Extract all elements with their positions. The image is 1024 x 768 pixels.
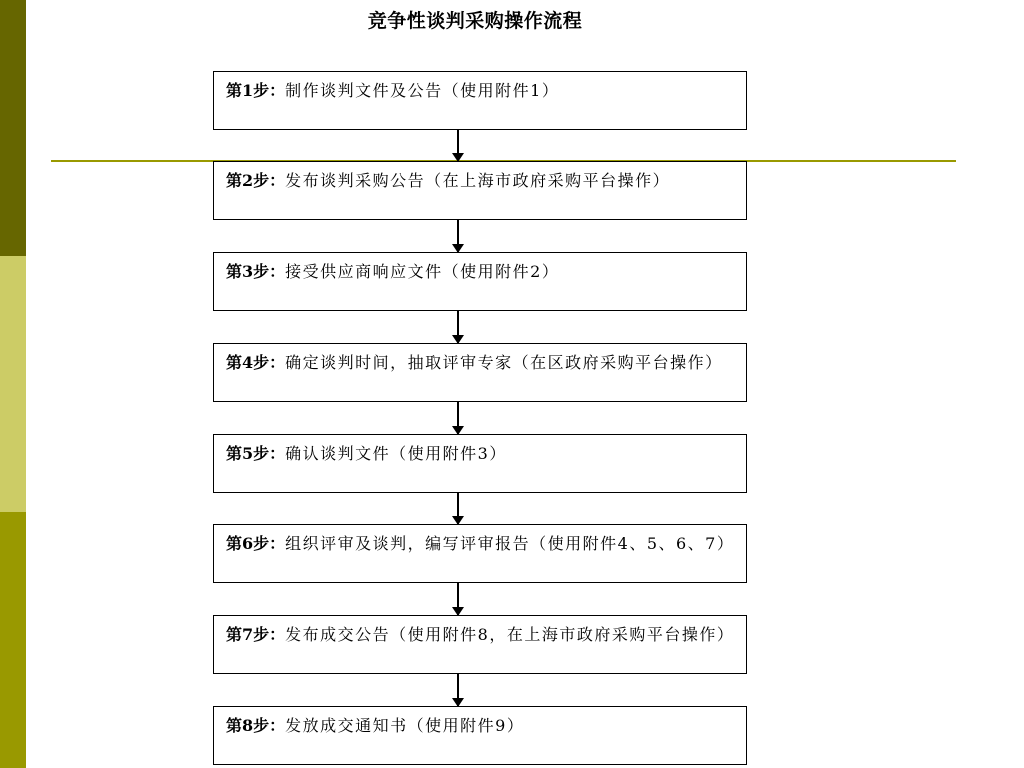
step-label: 第4步：: [226, 353, 286, 372]
flow-step-6: [213, 524, 747, 583]
step-text: 制作谈判文件及公告（使用附件1）: [285, 81, 560, 100]
step-label: 第2步：: [226, 171, 286, 190]
step-label: 第8步：: [226, 716, 286, 735]
arrow-down-6: [457, 583, 459, 615]
flow-step-4: [213, 343, 747, 402]
step-text: 发布成交公告（使用附件8，在上海市政府采购平台操作）: [285, 625, 735, 644]
sidebar-band-top: [0, 0, 26, 256]
step-text: 确定谈判时间，抽取评审专家（在区政府采购平台操作）: [285, 353, 723, 372]
flow-step-5: [213, 434, 747, 493]
step-label: 第3步：: [226, 262, 286, 281]
arrow-down-3: [457, 311, 459, 343]
step-label: 第1步：: [226, 81, 286, 100]
step-label: 第7步：: [226, 625, 286, 644]
arrow-down-4: [457, 402, 459, 434]
arrow-down-7: [457, 674, 459, 706]
flow-step-1: [213, 71, 747, 130]
step-label: 第6步：: [226, 534, 286, 553]
flow-step-3: [213, 252, 747, 311]
flow-step-7: [213, 615, 747, 674]
flow-step-2: [213, 161, 747, 220]
step-text: 组织评审及谈判，编写评审报告（使用附件4、5、6、7）: [285, 534, 735, 553]
step-text: 确认谈判文件（使用附件3）: [285, 444, 507, 463]
arrow-down-2: [457, 220, 459, 252]
sidebar-band-bottom: [0, 512, 26, 768]
arrow-down-5: [457, 493, 459, 524]
step-label: 第5步：: [226, 444, 286, 463]
slide-title: 竞争性谈判采购操作流程: [367, 10, 583, 32]
flow-step-8: [213, 706, 747, 765]
step-text: 接受供应商响应文件（使用附件2）: [285, 262, 560, 281]
arrow-down-1: [457, 130, 459, 161]
step-text: 发放成交通知书（使用附件9）: [285, 716, 525, 735]
step-text: 发布谈判采购公告（在上海市政府采购平台操作）: [285, 171, 671, 190]
sidebar-band-middle: [0, 256, 26, 512]
